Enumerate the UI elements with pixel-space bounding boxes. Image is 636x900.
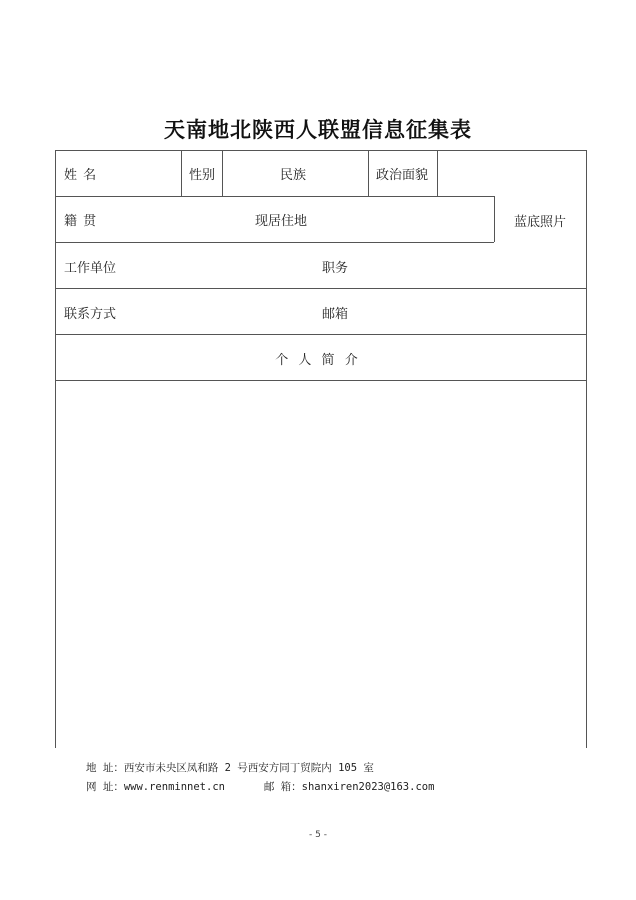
col-divider-gender — [222, 150, 223, 196]
native-place-label: 籍 贯 — [64, 214, 98, 229]
footer-email-key: 邮 箱： — [263, 781, 302, 793]
photo-label: 蓝底照片 — [514, 215, 567, 230]
col-divider-political — [437, 150, 438, 196]
email-input-cell[interactable] — [355, 290, 583, 332]
native-place-input-cell[interactable] — [112, 198, 242, 240]
ethnicity-input-cell[interactable] — [316, 152, 366, 194]
row-divider-1 — [55, 196, 494, 197]
table-border-top — [55, 150, 586, 151]
footer-contact — [86, 779, 434, 794]
row-divider-2 — [55, 242, 494, 243]
table-border-left — [55, 150, 56, 748]
table-border-right — [586, 150, 587, 748]
row-divider-5 — [55, 380, 586, 381]
work-unit-label: 工作单位 — [64, 261, 117, 276]
contact-label: 联系方式 — [64, 307, 117, 322]
political-status-input-cell[interactable] — [439, 152, 493, 194]
form-title: 天南地北陕西人联盟信息征集表 — [164, 118, 472, 142]
work-unit-input-cell[interactable] — [125, 244, 315, 286]
footer-address — [86, 760, 374, 775]
residence-input-cell[interactable] — [320, 198, 490, 240]
col-divider-ethnicity — [368, 150, 369, 196]
footer-address-value: 西安市未央区凤和路 2 号西安方同丁贸院内 105 室 — [123, 762, 374, 774]
residence-label: 现居住地 — [255, 214, 308, 229]
gender-input-cell[interactable] — [224, 152, 274, 194]
profile-input-area[interactable] — [57, 382, 585, 746]
gender-label: 性别 — [189, 168, 216, 183]
name-input-cell[interactable] — [112, 152, 178, 194]
row-divider-4 — [55, 334, 586, 335]
col-divider-photo — [494, 196, 495, 242]
footer-email-value: shanxiren2023@163.com — [301, 781, 435, 793]
page-number: - 5 - — [309, 830, 327, 840]
contact-input-cell[interactable] — [125, 290, 315, 332]
name-label: 姓 名 — [64, 168, 98, 183]
ethnicity-label: 民族 — [280, 168, 307, 183]
footer-website-key: 网 址： — [86, 781, 124, 793]
col-divider-name — [181, 150, 182, 196]
footer-website-link[interactable]: www.renminnet.cn — [123, 781, 225, 793]
profile-header-label: 个 人 简 介 — [275, 353, 361, 368]
position-label: 职务 — [322, 261, 349, 276]
footer-address-key: 地 址： — [86, 762, 124, 774]
row-divider-3 — [55, 288, 586, 289]
position-input-cell[interactable] — [355, 244, 583, 286]
political-status-label: 政治面貌 — [376, 168, 429, 183]
email-label: 邮箱 — [322, 307, 349, 322]
